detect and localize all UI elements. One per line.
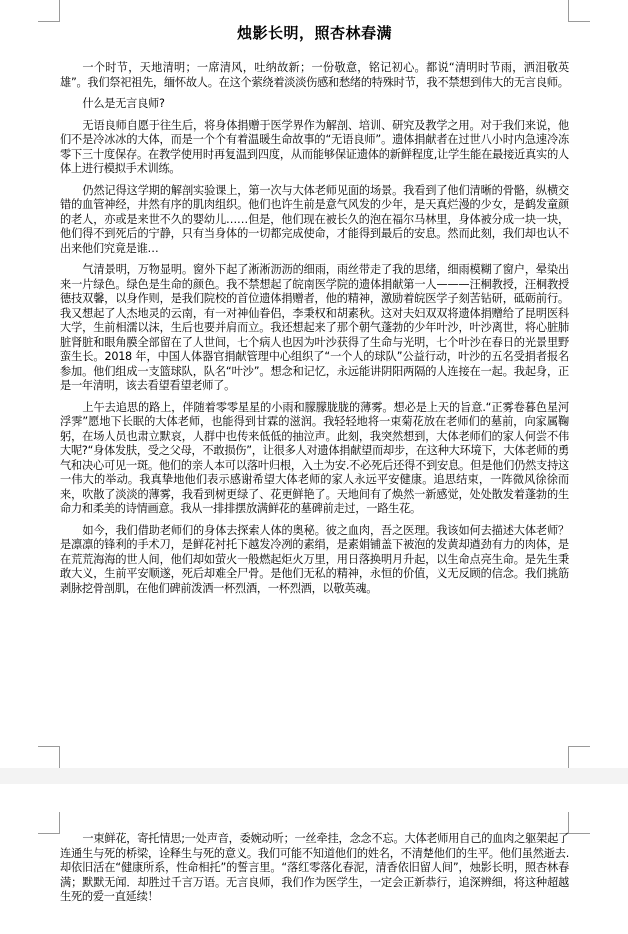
paragraph: 气清景明，万物显明。窗外下起了淅淅沥沥的细雨，雨丝带走了我的思绪，细雨模糊了窗户，晕染出来一片绿色。绿色是生命的颜色。我不禁想起了皖南医学院的遗体捐献第一人———汪桐教授，汪桐教授德技双馨，以身作则，是我们院校的首位遗体捐赠者，他的精神，激励着皖医学子刻苦钻研，砥砺前行。我又想起了人杰地灵的云南，有一对神仙眷侣，李秉权和胡素秋。这对夫妇双双将遗体捐赠给了昆明医科大学，生前相濡以沫，生后也要并肩而立。我还想起来了那个朝气蓬勃的少年叶沙，叶沙离世，将心脏肺脏肾脏和眼角膜全部留在了人世间，七个病人也因为叶沙获得了生命与光明，七个叶沙在春日的光景里野蛮生长。2018 年，中国人体器官捐献管理中心组织了“一个人的球队”公益行动，叶沙的五名受捐者报名参加。他们组成一支篮球队，队名“叶沙”。想念和记忆，永远能讲阴阳两隔的人连接在一起。我起身，正是一年清明，该去看望看望老师了。	[60, 263, 569, 392]
paragraph: 一束鲜花，寄托情思;一处声音，委婉动听；一丝牵挂，念念不忘。大体老师用自己的血肉之躯架起了连通生与死的桥梁，诠释生与死的意义。我们可能不知道他们的姓名，不清楚他们的生平。他们虽然逝去.却依旧活在“健康所系，性命相托”的誓言里。“落红零落化春泥，清香依旧留人间”，烛影长明，照杏林春满；默默无闻．却胜过千言万语。无言良师，我们作为医学生，一定会正新恭行，追深辨细，将这种超越生死的爱一直延续！	[60, 832, 569, 903]
page-body	[60, 22, 569, 603]
page-body	[60, 832, 569, 912]
paragraph: 如今，我们借助老师们的身体去探索人体的奥秘。彼之血肉，吾之医理。我该如何去描述大体老师？是凛凛的锋利的手术刀，是鲜花衬托下越发冷冽的素绢，是素娟铺盖下被泡的发黄却遒劲有力的肉体，是在荒荒海海的世人间，他们却如萤火一般燃起炬火万里，用日落换明月升起，以生命点亮生命。是先生秉敢大义，生前平安顺遂，死后却难全尸骨。是他们无私的精神，永恒的价值，义无反顾的信念。我们挑筋剥脉挖骨剖肌，在他们碑前泼洒一杯烈酒，一杯烈酒，以敬英魂。	[60, 523, 569, 595]
page-corner-mark	[38, 0, 60, 22]
paragraph: 仍然记得这学期的解剖实验课上，第一次与大体老师见面的场景。我看到了他们清晰的骨骼，纵横交错的血管神经，井然有序的肌肉组织。他们也许生前是意气风发的少年，是天真烂漫的少女，是鹤发童颜的老人，亦或是来世不久的婴幼儿……但是，他们现在被长久的泡在福尔马林里，身体被分成一块一块，他们得不到死后的宁静，只有当身体的一切都完成使命，才能得到最后的安息。然而此刻，我们却也认不出来他们究竟是谁…	[60, 183, 569, 255]
page-corner-mark	[568, 746, 590, 768]
document-page-2	[0, 784, 628, 934]
paragraph-question: 什么是无言良师?	[82, 97, 165, 110]
page-corner-mark	[38, 746, 60, 768]
paragraph: 无语良师自愿于往生后，将身体捐赠于医学界作为解剖、培训、研究及教学之用。对于我们来说，他们不是冷冰冰的大体，而是一个个有着温暖生命故事的“无语良师”。遗体捐献者在过世八小时内急速冷冻零下三十度保存。在教学使用时再复温到四度，从而能够保证遗体的新鲜程度,让学生能在最接近真实的人体上进行模拟手术训练。	[60, 118, 569, 175]
page-corner-mark	[568, 0, 590, 22]
page-corner-mark	[38, 812, 60, 834]
paragraph: 上午去追思的路上，伴随着零零星星的小雨和朦朦胧胧的薄雾。想必是上天的旨意.“正雾卷暮色星河浮霁”愿地下长眠的大体老师，也能得到甘霖的滋润。我轻轻地将一束菊花放在老师们的墓前，向家属鞠躬，在场人员也肃立默哀，人群中也传来低低的抽泣声。此刻，我突然想到，大体老师们的家人何尝不伟大呢?“身体发肤，受之父母，不敢损伤”，让很多人对遗体捐献望而却步，在这种大环境下，大体老师的勇气和决心可见一斑。他们的亲人本可以落叶归根，入土为安.不必死后还得不到安息。但是他们仍然支持这一伟大的举动。我真挚地他们表示感谢希望大体老师的家人永远平安健康。追思结束，一阵微风徐徐而来，吹散了淡淡的薄雾，我看到树更绿了、花更鲜艳了。天地间有了焕然一新感觉，处处散发着蓬勃的生命力和柔美的诗情画意。我从一排排摆放满鲜花的墓碑前走过，一路生花。	[60, 400, 569, 515]
document-title: 烛影长明，照杏林春满	[236, 24, 392, 42]
page-corner-mark	[568, 812, 590, 834]
paragraph: 一个时节，天地清明；一席清风，吐纳故新；一份敬意，铭记初心。都说“清明时节雨，洒泪敬英雄”。我们祭祀祖先，缅怀故人。在这个萦绕着淡淡伤感和愁绪的特殊时节，我不禁想到伟大的无言良师。	[60, 61, 569, 89]
